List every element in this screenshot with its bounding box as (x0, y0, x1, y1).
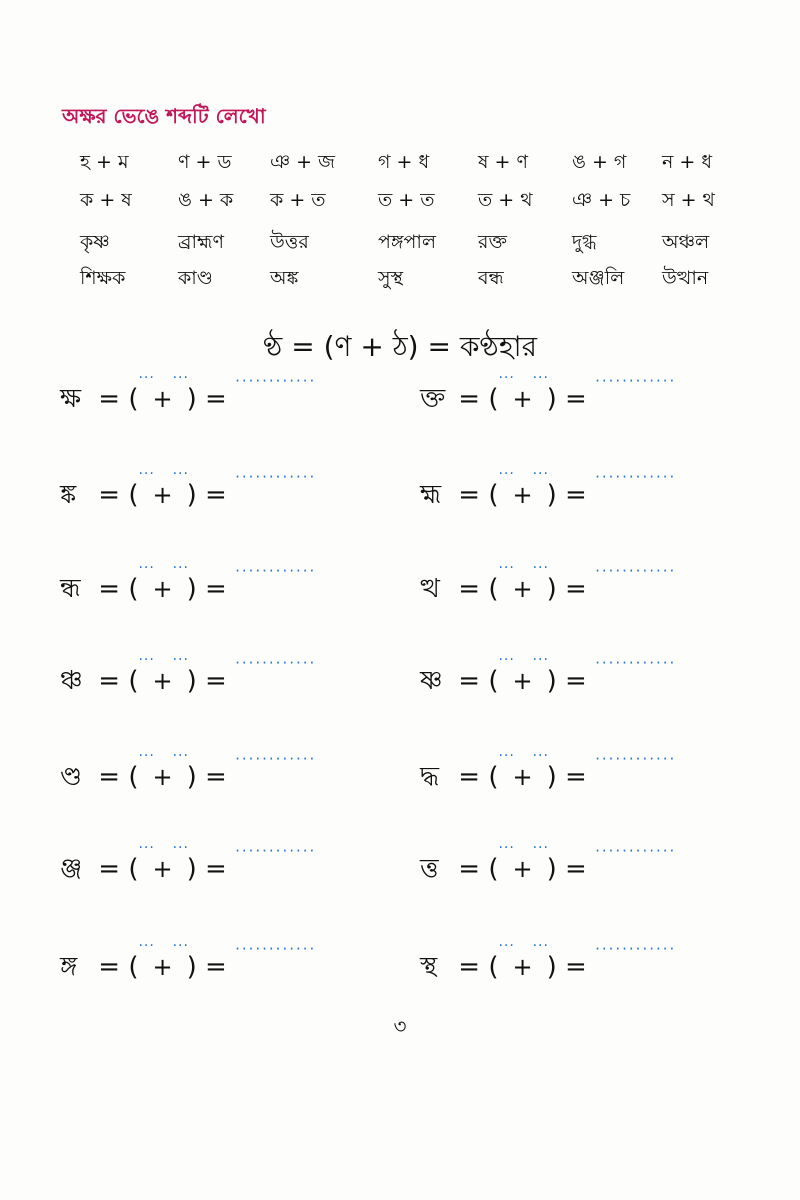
plus-sign: + (512, 575, 533, 603)
second-letter-blank[interactable]: ··· (172, 938, 189, 954)
exercise-item (420, 748, 677, 800)
answer-blank[interactable]: ············ (235, 654, 317, 672)
letter-sum-row (0, 186, 800, 216)
answer-blank[interactable]: ············ (235, 372, 317, 390)
equals-sign: = (565, 480, 587, 510)
answer-blank[interactable]: ············ (595, 940, 677, 958)
letter-sum-cell: গ + ধ (378, 151, 430, 173)
word-cell: অঙ্ক (270, 267, 299, 289)
equals-sign: = (458, 666, 481, 696)
plus-sign: + (152, 855, 173, 883)
plus-sign: + (152, 385, 173, 413)
plus-sign: + (152, 953, 173, 981)
answer-blank[interactable]: ············ (595, 372, 677, 390)
plus-sign: + (152, 667, 173, 695)
conjunct-letter: ক্ত (420, 384, 446, 414)
first-letter-blank[interactable]: ··· (138, 840, 155, 856)
equals-sign: = (565, 762, 587, 792)
open-paren: ( (488, 952, 499, 982)
second-letter-blank[interactable]: ··· (532, 560, 549, 576)
equals-sign: = (98, 574, 121, 604)
second-letter-blank[interactable]: ··· (532, 840, 549, 856)
plus-sign: + (512, 667, 533, 695)
exercise-row (0, 748, 800, 806)
exercise-item (420, 938, 677, 990)
letter-sum-cell: হ + ম (80, 151, 129, 173)
exercise-item (420, 840, 677, 892)
conjunct-letter: ঙ্ক (60, 480, 77, 510)
close-paren: ) (546, 666, 557, 696)
second-letter-blank[interactable]: ··· (532, 748, 549, 764)
plus-sign: + (152, 481, 173, 509)
first-letter-blank[interactable]: ··· (138, 370, 155, 386)
word-cell: অঞ্জলি (572, 267, 625, 289)
conjunct-letter: ষ্ণ (420, 666, 443, 696)
equals-sign: = (98, 384, 121, 414)
exercise-item (60, 748, 317, 800)
letter-sum-cell: ষ + ণ (478, 151, 528, 173)
letter-sum-cell: ত + ত (378, 189, 435, 211)
conjunct-letter: ণ্ড (60, 762, 83, 792)
first-letter-blank[interactable]: ··· (138, 748, 155, 764)
conjunct-letter: দ্ধ (420, 762, 440, 792)
word-cell: কৃষ্ণ (80, 231, 110, 253)
open-paren: ( (488, 384, 499, 414)
exercise-item (420, 466, 677, 518)
exercise-heading: অক্ষর ভেঙে শব্দটি লেখো (62, 104, 266, 128)
letter-sum-cell: ন + ধ (662, 151, 712, 173)
letter-sum-cell: ণ + ড (178, 151, 232, 173)
word-cell: রক্ত (478, 231, 507, 253)
second-letter-blank[interactable]: ··· (532, 938, 549, 954)
first-letter-blank[interactable]: ··· (138, 652, 155, 668)
close-paren: ) (186, 854, 197, 884)
close-paren: ) (546, 854, 557, 884)
answer-blank[interactable]: ············ (235, 468, 317, 486)
equals-sign: = (205, 480, 227, 510)
equals-sign: = (205, 574, 227, 604)
word-cell: উত্থান (662, 267, 709, 289)
equals-sign: = (98, 952, 121, 982)
second-letter-blank[interactable]: ··· (532, 466, 549, 482)
answer-blank[interactable]: ············ (595, 750, 677, 768)
first-letter-blank[interactable]: ··· (498, 652, 515, 668)
exercise-row (0, 466, 800, 524)
exercise-item (60, 466, 317, 518)
plus-sign: + (512, 953, 533, 981)
letter-sum-cell: ক + ষ (80, 189, 132, 211)
answer-blank[interactable]: ············ (235, 750, 317, 768)
exercise-item (60, 840, 317, 892)
open-paren: ( (128, 384, 139, 414)
plus-sign: + (152, 763, 173, 791)
open-paren: ( (488, 854, 499, 884)
close-paren: ) (546, 762, 557, 792)
letter-sum-cell: ঙ + ক (178, 189, 234, 211)
word-cell: বন্ধ (478, 267, 504, 289)
word-cell: উত্তর (270, 231, 309, 253)
open-paren: ( (128, 666, 139, 696)
first-letter-blank[interactable]: ··· (498, 560, 515, 576)
equals-sign: = (205, 384, 227, 414)
equals-sign: = (458, 384, 481, 414)
equals-sign: = (565, 952, 587, 982)
first-letter-blank[interactable]: ··· (498, 370, 515, 386)
first-letter-blank[interactable]: ··· (498, 748, 515, 764)
exercise-row (0, 560, 800, 618)
equals-sign: = (205, 952, 227, 982)
equals-sign: = (565, 666, 587, 696)
second-letter-blank[interactable]: ··· (172, 560, 189, 576)
open-paren: ( (128, 952, 139, 982)
page-number: ৩ (393, 1014, 407, 1038)
equals-sign: = (565, 384, 587, 414)
open-paren: ( (128, 762, 139, 792)
word-cell: কাণ্ড (178, 267, 213, 289)
worked-example: ণ্ঠ = (ণ + ঠ) = কণ্ঠহার (262, 330, 538, 363)
answer-blank[interactable]: ············ (595, 562, 677, 580)
word-cell: সুস্থ (378, 267, 404, 289)
equals-sign: = (458, 952, 481, 982)
close-paren: ) (186, 762, 197, 792)
open-paren: ( (128, 480, 139, 510)
equals-sign: = (458, 762, 481, 792)
close-paren: ) (546, 952, 557, 982)
second-letter-blank[interactable]: ··· (172, 748, 189, 764)
answer-blank[interactable]: ············ (235, 562, 317, 580)
exercise-item (420, 370, 677, 422)
equals-sign: = (458, 574, 481, 604)
letter-sum-cell: ক + ত (270, 189, 326, 211)
first-letter-blank[interactable]: ··· (138, 466, 155, 482)
equals-sign: = (205, 666, 227, 696)
letter-sum-cell: ঙ + গ (572, 151, 627, 173)
open-paren: ( (488, 574, 499, 604)
plus-sign: + (512, 481, 533, 509)
word-cell: ব্রাহ্মণ (178, 231, 224, 253)
exercise-row (0, 652, 800, 710)
exercise-item (60, 560, 317, 612)
exercise-row (0, 370, 800, 428)
close-paren: ) (186, 952, 197, 982)
first-letter-blank[interactable]: ··· (498, 938, 515, 954)
first-letter-blank[interactable]: ··· (498, 840, 515, 856)
letter-sum-cell: ঞ + চ (572, 189, 631, 211)
second-letter-blank[interactable]: ··· (532, 652, 549, 668)
conjunct-letter: স্থ (420, 952, 438, 982)
conjunct-letter: ত্থ (420, 574, 440, 604)
equals-sign: = (458, 854, 481, 884)
equals-sign: = (205, 762, 227, 792)
close-paren: ) (186, 480, 197, 510)
answer-blank[interactable]: ············ (595, 654, 677, 672)
exercise-item (420, 560, 677, 612)
open-paren: ( (128, 574, 139, 604)
second-letter-blank[interactable]: ··· (172, 466, 189, 482)
plus-sign: + (512, 385, 533, 413)
word-row (0, 264, 800, 294)
second-letter-blank[interactable]: ··· (172, 840, 189, 856)
exercise-item (60, 652, 317, 704)
exercise-row (0, 938, 800, 996)
word-row (0, 228, 800, 258)
exercise-item (60, 938, 317, 990)
word-cell: দুগ্ধ (572, 231, 597, 253)
equals-sign: = (98, 854, 121, 884)
second-letter-blank[interactable]: ··· (172, 370, 189, 386)
plus-sign: + (512, 855, 533, 883)
conjunct-letter: ঞ্চ (60, 666, 83, 696)
second-letter-blank[interactable]: ··· (532, 370, 549, 386)
close-paren: ) (546, 384, 557, 414)
conjunct-letter: হ্ম (420, 480, 442, 510)
first-letter-blank[interactable]: ··· (138, 938, 155, 954)
plus-sign: + (152, 575, 173, 603)
letter-sum-row (0, 148, 800, 178)
first-letter-blank[interactable]: ··· (138, 560, 155, 576)
equals-sign: = (565, 854, 587, 884)
close-paren: ) (546, 480, 557, 510)
close-paren: ) (186, 666, 197, 696)
plus-sign: + (512, 763, 533, 791)
equals-sign: = (205, 854, 227, 884)
answer-blank[interactable]: ············ (235, 940, 317, 958)
answer-blank[interactable]: ············ (235, 842, 317, 860)
word-cell: পঙ্গপাল (378, 231, 437, 253)
word-cell: অঞ্চল (662, 231, 710, 253)
exercise-item (420, 652, 677, 704)
equals-sign: = (98, 762, 121, 792)
second-letter-blank[interactable]: ··· (172, 652, 189, 668)
exercise-row (0, 840, 800, 898)
letter-sum-cell: ঞ + জ (270, 151, 336, 173)
first-letter-blank[interactable]: ··· (498, 466, 515, 482)
equals-sign: = (98, 666, 121, 696)
conjunct-letter: ঞ্জ (60, 854, 83, 884)
open-paren: ( (488, 480, 499, 510)
answer-blank[interactable]: ············ (595, 842, 677, 860)
close-paren: ) (186, 384, 197, 414)
conjunct-letter: ক্ষ (60, 384, 82, 414)
open-paren: ( (488, 666, 499, 696)
word-cell: শিক্ষক (80, 267, 126, 289)
conjunct-letter: ন্ধ (60, 574, 81, 604)
open-paren: ( (488, 762, 499, 792)
conjunct-letter: ত্ত (420, 854, 439, 884)
equals-sign: = (565, 574, 587, 604)
letter-sum-cell: স + থ (662, 189, 715, 211)
open-paren: ( (128, 854, 139, 884)
conjunct-letter: ঙ্গ (60, 952, 78, 982)
equals-sign: = (458, 480, 481, 510)
answer-blank[interactable]: ············ (595, 468, 677, 486)
equals-sign: = (98, 480, 121, 510)
close-paren: ) (546, 574, 557, 604)
letter-sum-cell: ত + থ (478, 189, 533, 211)
close-paren: ) (186, 574, 197, 604)
exercise-item (60, 370, 317, 422)
